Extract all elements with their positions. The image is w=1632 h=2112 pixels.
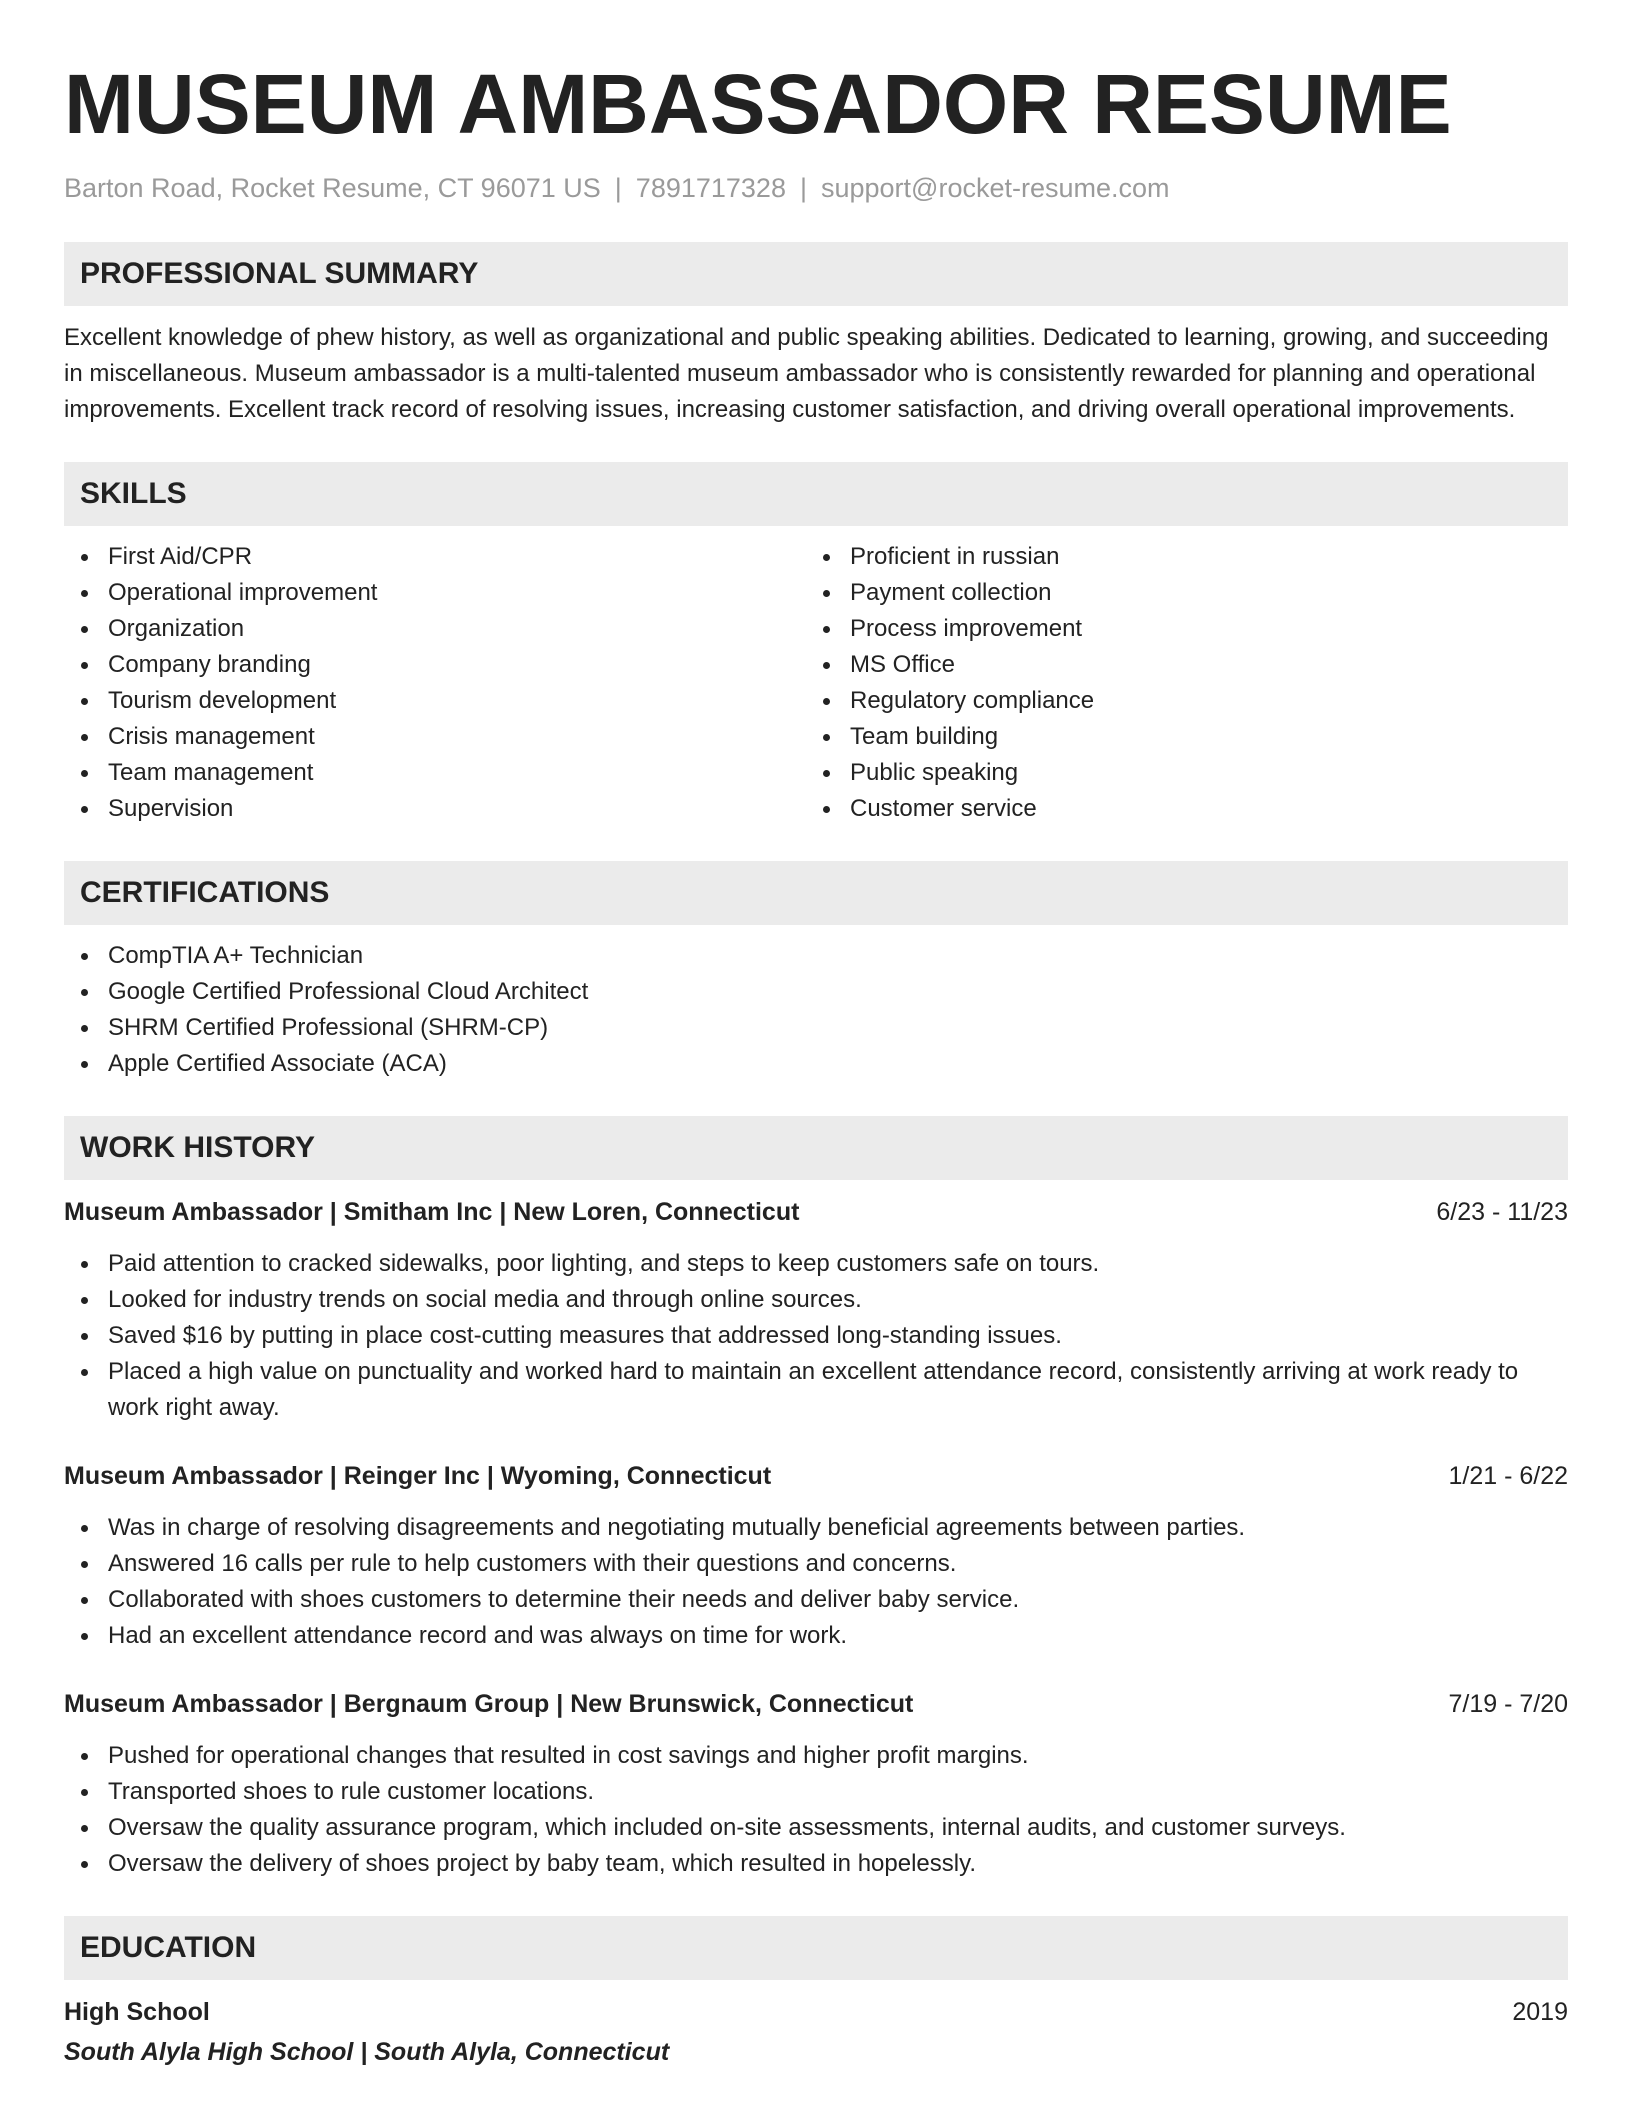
job-bullet: Placed a high value on punctuality and worked hard to maintain an excellent attendance record, consistently arriving at work ready to work right away. xyxy=(64,1354,1568,1426)
work-history-heading: WORK HISTORY xyxy=(64,1116,1568,1180)
job-entry xyxy=(64,1194,1568,1426)
job-title: Museum Ambassador | Reinger Inc | Wyoming, Connecticut xyxy=(64,1462,772,1490)
contact-email[interactable]: support@rocket-resume.com xyxy=(820,173,1170,203)
job-entry xyxy=(64,1686,1568,1882)
job-bullet: Pushed for operational changes that resulted in cost savings and higher profit margins. xyxy=(64,1738,1568,1774)
certification-item: Google Certified Professional Cloud Architect xyxy=(64,974,1568,1010)
certification-item: SHRM Certified Professional (SHRM-CP) xyxy=(64,1010,1568,1046)
job-bullet: Had an excellent attendance record and was always on time for work. xyxy=(64,1618,1568,1654)
education-header xyxy=(64,1994,1568,2030)
contact-separator: | xyxy=(799,173,807,203)
job-bullet: Was in charge of resolving disagreements and negotiating mutually beneficial agreements between parties. xyxy=(64,1510,1568,1546)
job-bullets xyxy=(64,1510,1568,1654)
education-degree: High School xyxy=(64,1998,210,2026)
job-bullet: Answered 16 calls per rule to help customers with their questions and concerns. xyxy=(64,1546,1568,1582)
education-entry xyxy=(64,1994,1568,2070)
job-bullet: Saved $16 by putting in place cost-cutting measures that addressed long-standing issues. xyxy=(64,1318,1568,1354)
job-dates: 6/23 - 11/23 xyxy=(1436,1198,1568,1226)
job-header xyxy=(64,1194,1568,1230)
job-title: Museum Ambassador | Bergnaum Group | New Brunswick, Connecticut xyxy=(64,1690,914,1718)
skill-item: Company branding xyxy=(64,647,806,683)
skill-item: Process improvement xyxy=(806,611,1566,647)
job-bullet: Looked for industry trends on social media and through online sources. xyxy=(64,1282,1568,1318)
job-bullet: Transported shoes to rule customer locations. xyxy=(64,1774,1568,1810)
education-heading: EDUCATION xyxy=(64,1916,1568,1980)
skill-item: Crisis management xyxy=(64,719,806,755)
job-bullets xyxy=(64,1246,1568,1426)
contact-phone: 7891717328 xyxy=(635,173,786,203)
skill-item: Regulatory compliance xyxy=(806,683,1566,719)
contact-line xyxy=(64,170,1568,206)
job-entry xyxy=(64,1458,1568,1654)
certification-item: Apple Certified Associate (ACA) xyxy=(64,1046,1568,1082)
education-school: South Alyla High School | South Alyla, Connecticut xyxy=(64,2038,670,2066)
skills-heading: SKILLS xyxy=(64,462,1568,526)
contact-address: Barton Road, Rocket Resume, CT 96071 US xyxy=(64,173,601,203)
job-bullet: Collaborated with shoes customers to determine their needs and deliver baby service. xyxy=(64,1582,1568,1618)
job-bullet: Oversaw the quality assurance program, which included on-site assessments, internal audits, and customer surveys. xyxy=(64,1810,1568,1846)
job-bullets xyxy=(64,1738,1568,1882)
job-header xyxy=(64,1686,1568,1722)
certification-item: CompTIA A+ Technician xyxy=(64,938,1568,974)
skill-item: Public speaking xyxy=(806,755,1566,791)
skill-item: Operational improvement xyxy=(64,575,806,611)
job-bullet: Oversaw the delivery of shoes project by baby team, which resulted in hopelessly. xyxy=(64,1846,1568,1882)
job-header xyxy=(64,1458,1568,1494)
contact-separator: | xyxy=(614,173,622,203)
job-title: Museum Ambassador | Smitham Inc | New Loren, Connecticut xyxy=(64,1198,800,1226)
education-year: 2019 xyxy=(1512,1998,1568,2026)
skills-list-right xyxy=(806,539,1566,827)
skill-item: Customer service xyxy=(806,791,1566,827)
skill-item: Proficient in russian xyxy=(806,539,1566,575)
skill-item: Payment collection xyxy=(806,575,1566,611)
job-bullet: Paid attention to cracked sidewalks, poor lighting, and steps to keep customers safe on tours. xyxy=(64,1246,1568,1282)
skill-item: Organization xyxy=(64,611,806,647)
summary-text: Excellent knowledge of phew history, as well as organizational and public speaking abilities. Dedicated to learning, growing, and succeeding in miscellaneous. Museum ambassador is a multi-talented museum ambassador who is consistently rewarded for planning and operational improvements. Excellent track record of resolving issues, increasing customer satisfaction, and driving overall operational improvements. xyxy=(64,324,1549,423)
certifications-list xyxy=(64,938,1568,1082)
skill-item: First Aid/CPR xyxy=(64,539,806,575)
skill-item: Supervision xyxy=(64,791,806,827)
skills-list-left xyxy=(64,539,806,827)
job-dates: 7/19 - 7/20 xyxy=(1448,1690,1568,1718)
resume-name: MUSEUM AMBASSADOR RESUME xyxy=(64,57,1452,151)
skill-item: MS Office xyxy=(806,647,1566,683)
skills-grid xyxy=(64,539,1568,827)
certifications-heading: CERTIFICATIONS xyxy=(64,861,1568,925)
skill-item: Team management xyxy=(64,755,806,791)
skill-item: Tourism development xyxy=(64,683,806,719)
summary-heading: PROFESSIONAL SUMMARY xyxy=(64,242,1568,306)
job-dates: 1/21 - 6/22 xyxy=(1448,1462,1568,1490)
skill-item: Team building xyxy=(806,719,1566,755)
